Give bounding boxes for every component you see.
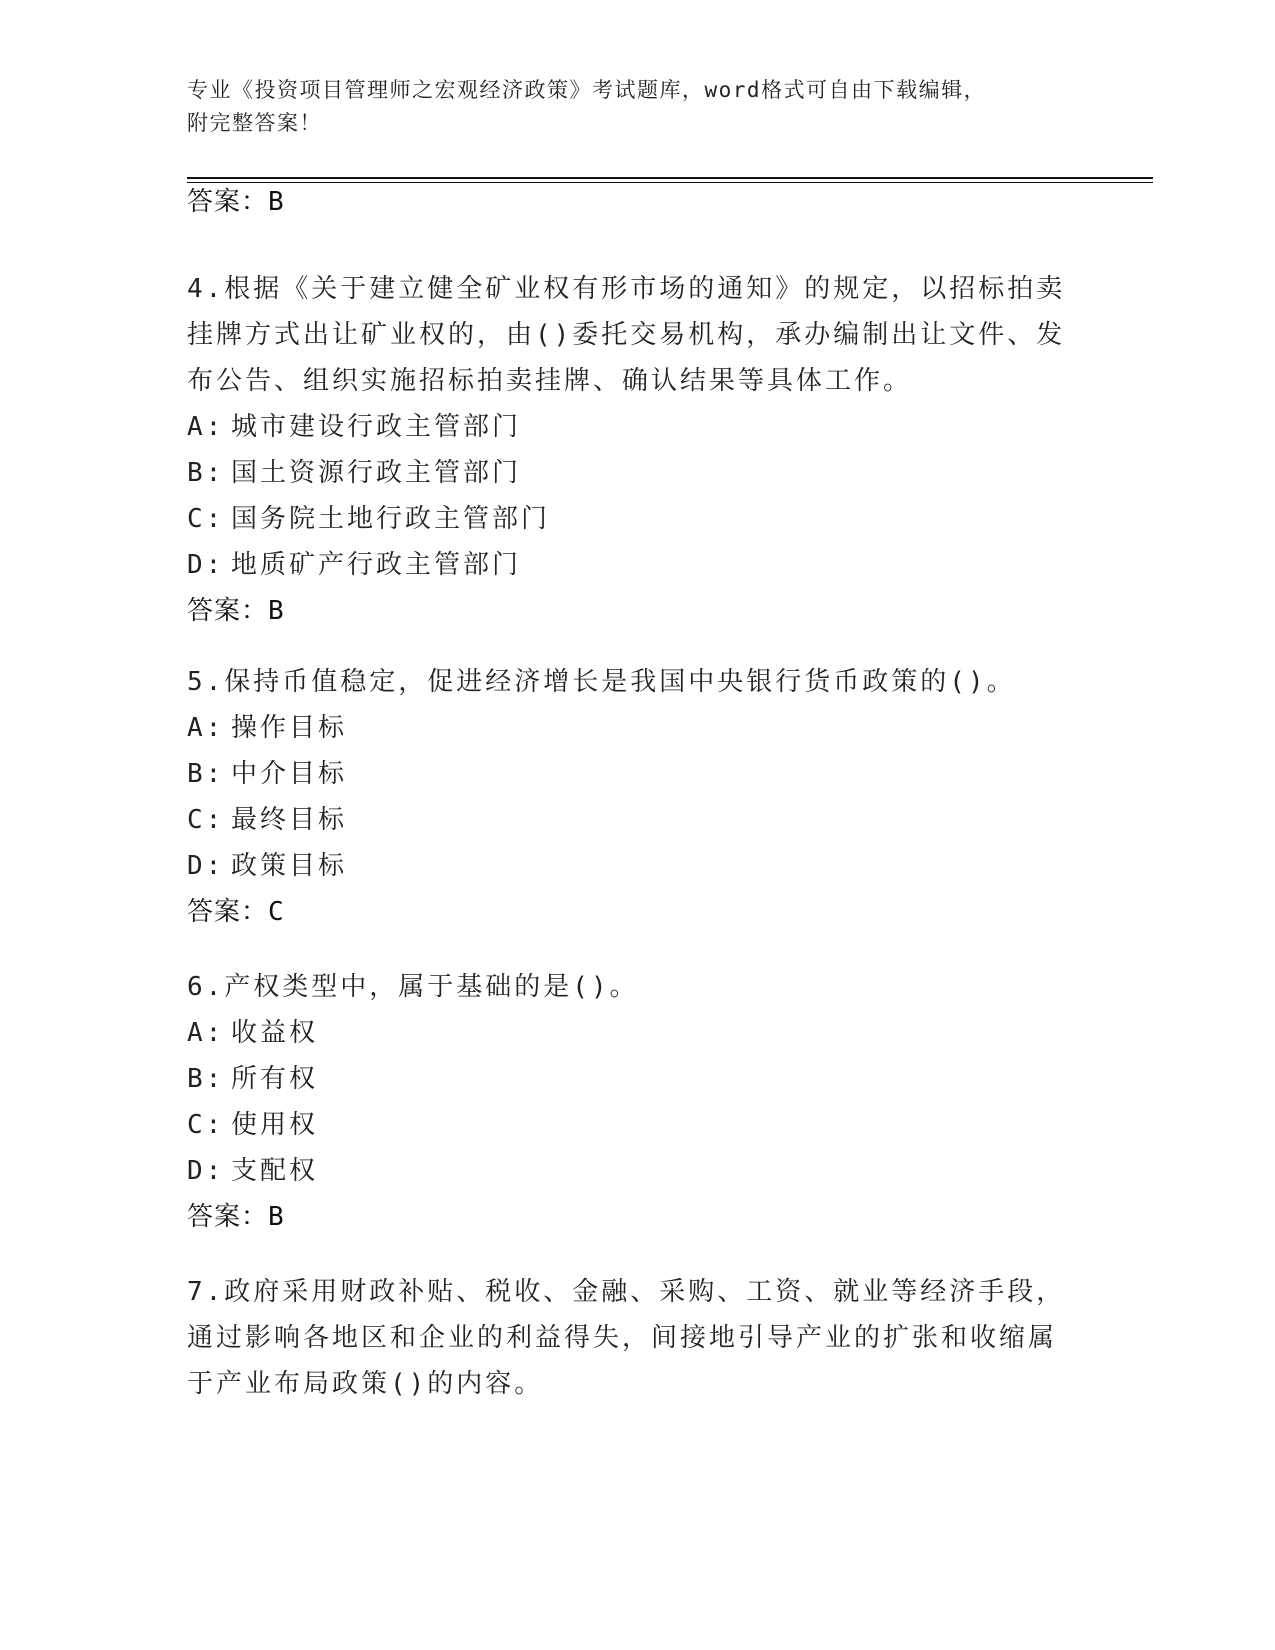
question-text-line: 于产业布局政策()的内容。 [187,1369,544,1399]
question-7 [187,1269,1087,1407]
question-text-line: 5.保持币值稳定，促进经济增长是我国中央银行货币政策的()。 [187,667,1016,697]
question-5 [187,659,1087,935]
answer-line: 答案：B [187,187,285,217]
answer-block-q3 [187,179,1087,225]
option-c: C: 使用权 [187,1110,319,1140]
question-text-line: 6.产权类型中，属于基础的是()。 [187,972,639,1002]
option-a: A: 收益权 [187,1018,319,1048]
question-4 [187,266,1087,634]
option-b: B: 国土资源行政主管部门 [187,458,522,488]
header-line-1: 专业《投资项目管理师之宏观经济政策》考试题库，word格式可自由下载编辑， [187,78,987,102]
answer-line: 答案：C [187,897,285,927]
option-d: D: 政策目标 [187,851,348,881]
option-b: B: 中介目标 [187,759,348,789]
option-c: C: 最终目标 [187,805,348,835]
question-6 [187,964,1087,1240]
option-d: D: 支配权 [187,1156,319,1186]
answer-line: 答案：B [187,1202,285,1232]
option-b: B: 所有权 [187,1064,319,1094]
question-text-line: 挂牌方式出让矿业权的，由()委托交易机构，承办编制出让文件、发 [187,320,1066,350]
header-line-2: 附完整答案！ [187,111,322,135]
answer-line: 答案：B [187,596,285,626]
header-note [187,74,1067,140]
question-text-line: 布公告、组织实施招标拍卖挂牌、确认结果等具体工作。 [187,366,913,396]
option-c: C: 国务院土地行政主管部门 [187,504,551,534]
question-text-line: 通过影响各地区和企业的利益得失，间接地引导产业的扩张和收缩属 [187,1323,1058,1353]
question-text-line: 7.政府采用财政补贴、税收、金融、采购、工资、就业等经济手段， [187,1277,1066,1307]
option-a: A: 操作目标 [187,713,348,743]
option-d: D: 地质矿产行政主管部门 [187,550,522,580]
question-text-line: 4.根据《关于建立健全矿业权有形市场的通知》的规定，以招标拍卖 [187,274,1066,304]
option-a: A: 城市建设行政主管部门 [187,412,522,442]
